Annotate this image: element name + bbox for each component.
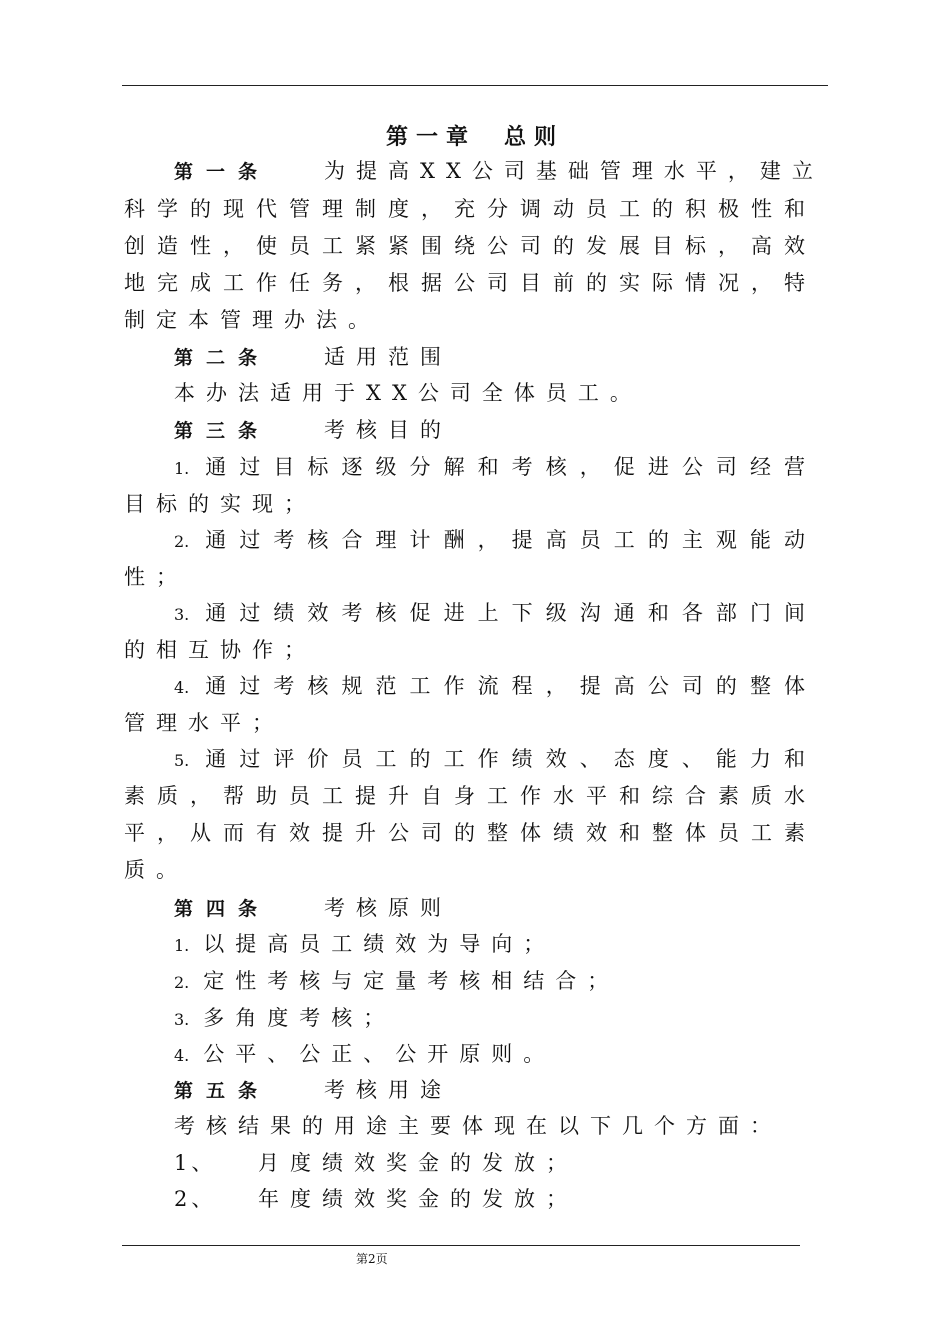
article2-heading-line [174, 342, 452, 373]
article3-item-2-cont: 性； [124, 565, 188, 589]
article3-heading-line [174, 415, 452, 446]
item-number: 1. [174, 459, 190, 478]
article1-line-3: 创造性，使员工紧紧围绕公司的发展目标，高效 [124, 234, 816, 258]
article4-item-2 [174, 966, 619, 998]
item-text: 通过考核合理计酬，提高员工的主观能动 [203, 528, 816, 552]
article1-line-5: 制定本管理办法。 [124, 308, 380, 332]
item-text: 通过绩效考核促进上下级沟通和各部门间 [203, 601, 816, 625]
item-text: 月度绩效奖金的发放； [258, 1151, 578, 1175]
article3-item-1-cont: 目标的实现； [124, 492, 316, 516]
item-text: 以提高员工绩效为导向； [203, 932, 556, 956]
chapter-number: 第一章 [385, 124, 476, 150]
chapter-title [0, 120, 950, 151]
item-text: 通过目标逐级分解和考核，促进公司经营 [203, 455, 816, 479]
article3-item-2 [174, 525, 816, 557]
item-number: 1、 [174, 1151, 217, 1175]
article4-heading-line [174, 893, 452, 924]
article3-item-5-cont-3: 质。 [124, 858, 188, 882]
article1-line-4: 地完成工作任务，根据公司目前的实际情况，特 [124, 271, 816, 295]
article5-item-2 [174, 1184, 578, 1214]
item-text: 通过考核规范工作流程，提高公司的整体 [203, 674, 816, 698]
item-text: 定性考核与定量考核相结合； [203, 969, 620, 993]
article3-item-4 [174, 671, 816, 703]
item-number: 2、 [174, 1187, 217, 1211]
article3-item-1 [174, 452, 816, 484]
article3-item-5 [174, 744, 816, 776]
article3-label: 第三条 [174, 420, 271, 442]
article5-label: 第五条 [174, 1080, 271, 1102]
article3-item-4-cont: 管理水平； [124, 711, 284, 735]
item-text: 多角度考核； [203, 1006, 396, 1030]
article4-item-1 [174, 929, 555, 961]
page-number: 第2页 [356, 1252, 388, 1266]
article1-line-1: 为提高XX公司基础管理水平，建立 [324, 159, 824, 183]
article2-body: 本办法适用于XX公司全体员工。 [174, 381, 642, 405]
article5-intro: 考核结果的用途主要体现在以下几个方面： [174, 1114, 782, 1138]
article3-item-5-cont-2: 平，从而有效提升公司的整体绩效和整体员工素 [124, 821, 816, 845]
article3-item-3 [174, 598, 816, 630]
article5-heading: 考核用途 [324, 1078, 452, 1102]
article3-item-5-cont-1: 素质，帮助员工提升自身工作水平和综合素质水 [124, 784, 816, 808]
article5-heading-line [174, 1075, 452, 1106]
item-text: 年度绩效奖金的发放； [258, 1187, 578, 1211]
item-number: 4. [174, 678, 190, 697]
article4-label: 第四条 [174, 898, 271, 920]
article4-item-3 [174, 1003, 395, 1035]
header-rule [122, 85, 828, 86]
item-text: 公平、公正、公开原则。 [203, 1042, 556, 1066]
item-number: 2. [174, 532, 190, 551]
item-number: 2. [174, 973, 190, 992]
article3-item-3-cont: 的相互协作； [124, 638, 316, 662]
article4-item-4 [174, 1039, 555, 1071]
item-number: 3. [174, 1010, 190, 1029]
item-text: 通过评价员工的工作绩效、态度、能力和 [203, 747, 816, 771]
article1-label: 第一条 [174, 161, 271, 183]
chapter-name: 总则 [504, 124, 565, 150]
item-number: 4. [174, 1046, 190, 1065]
article5-item-1 [174, 1148, 578, 1178]
footer-rule [122, 1245, 800, 1246]
article1-line-2: 科学的现代管理制度，充分调动员工的积极性和 [124, 197, 816, 221]
item-number: 5. [174, 751, 190, 770]
article1-first-line [174, 156, 824, 187]
item-number: 3. [174, 605, 190, 624]
article4-heading: 考核原则 [324, 896, 452, 920]
article3-heading: 考核目的 [324, 418, 452, 442]
article2-label: 第二条 [174, 347, 271, 369]
item-number: 1. [174, 936, 190, 955]
article2-heading: 适用范围 [324, 345, 452, 369]
